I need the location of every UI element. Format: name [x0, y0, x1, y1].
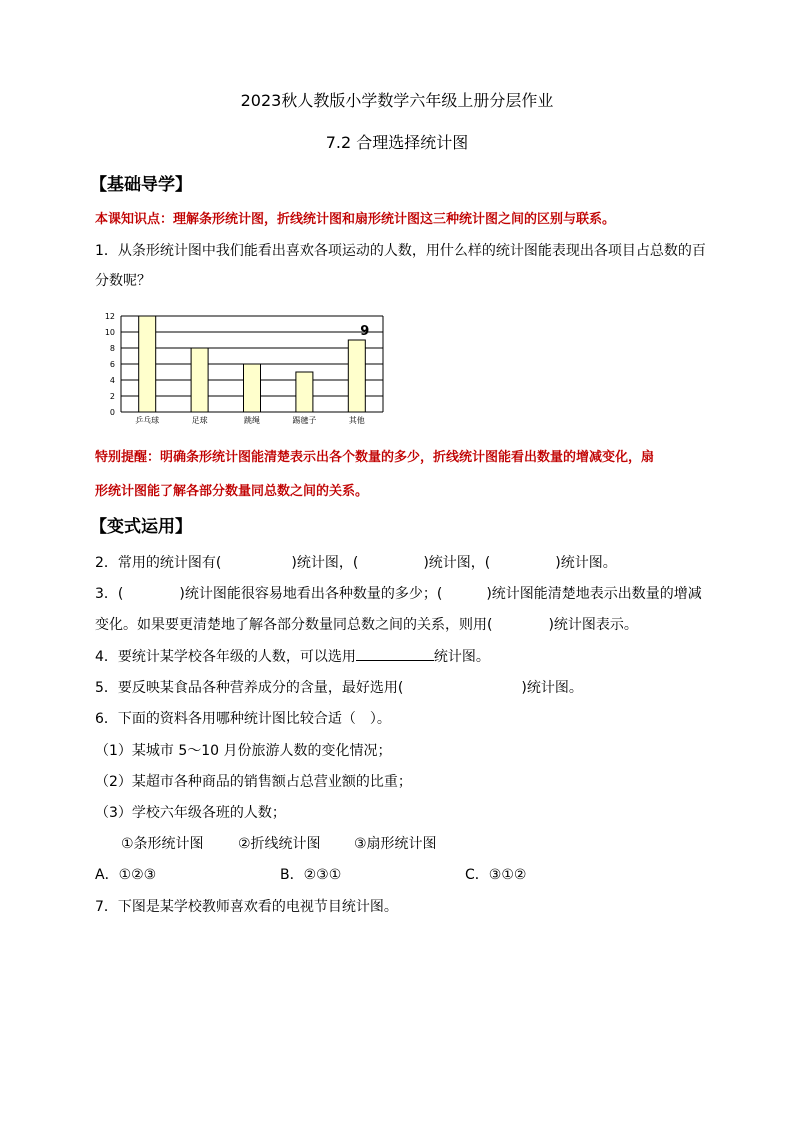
q4-text-b: 统计图。	[433, 649, 490, 665]
q4-text-a: 4．要统计某学校各年级的人数，可以选用	[95, 649, 356, 665]
q5-text-a: 5．要反映某食品各种营养成分的含量，最好选用(	[95, 680, 404, 696]
bar-chart	[95, 305, 400, 430]
q3-text-line2a: 变化。如果要更清楚地了解各部分数量同总数之间的关系，则用(	[95, 617, 493, 633]
y-tick-label: 8	[109, 344, 115, 353]
bar	[348, 340, 365, 412]
question-3-line2	[95, 614, 638, 634]
y-tick-label: 2	[109, 392, 115, 401]
y-tick-label: 10	[104, 328, 115, 337]
x-tick-label: 其他	[348, 416, 365, 425]
q4-blank[interactable]	[356, 646, 434, 661]
chart-annotation: 9	[360, 324, 370, 339]
q5-text-b: )统计图。	[521, 680, 583, 696]
q3-text-c: )统计图能清楚地表示出数量的增减	[486, 586, 702, 602]
choice-a[interactable]: A．①②③	[95, 867, 157, 883]
option-2: ②折线统计图	[238, 836, 321, 852]
q3-text-a: 3．(	[95, 586, 124, 602]
question-6-stem: 6．下面的资料各用哪种统计图比较合适（ ）。	[95, 711, 391, 727]
q2-text-c: )统计图，(	[423, 555, 491, 571]
question-6-item2: （2）某超市各种商品的销售额占总营业额的比重；	[95, 774, 412, 790]
option-3: ③扇形统计图	[354, 836, 437, 852]
bar	[191, 348, 208, 412]
knowledge-point: 本课知识点：理解条形统计图，折线统计图和扇形统计图这三种统计图之间的区别与联系。	[95, 212, 616, 227]
document-title: 2023秋人教版小学数学六年级上册分层作业	[240, 91, 554, 110]
bar	[244, 364, 261, 412]
q2-text-a: 2．常用的统计图有(	[95, 555, 222, 571]
x-tick-label: 乒乓球	[135, 416, 160, 425]
question-2	[95, 552, 617, 572]
choice-c[interactable]: C．③①②	[465, 867, 527, 883]
question-1-line1: 1．从条形统计图中我们能看出喜欢各项运动的人数，用什么样的统计图能表现出各项目占总数的百	[95, 243, 706, 259]
tip-line2: 形统计图能了解各部分数量同总数之间的关系。	[95, 484, 369, 499]
question-1-line2: 分数呢？	[95, 273, 151, 289]
y-tick-label: 12	[104, 312, 115, 321]
q2-text-b: )统计图，(	[291, 555, 359, 571]
bar	[296, 372, 313, 412]
y-tick-label: 0	[109, 408, 115, 417]
tip-line1: 特别提醒：明确条形统计图能清楚表示出各个数量的多少，折线统计图能看出数量的增减变化，扇	[95, 450, 655, 465]
choice-b[interactable]: B．②③①	[280, 867, 342, 883]
section-heading-basic: 【基础导学】	[90, 175, 192, 195]
y-tick-label: 6	[109, 360, 115, 369]
x-tick-label: 足球	[191, 416, 208, 425]
question-7: 7．下图是某学校教师喜欢看的电视节目统计图。	[95, 899, 398, 915]
question-3-line1	[95, 583, 702, 603]
q2-text-d: )统计图。	[555, 555, 617, 571]
option-1: ①条形统计图	[121, 836, 204, 852]
q3-text-line2b: )统计图表示。	[548, 617, 638, 633]
question-4	[95, 646, 490, 666]
question-6-item1: （1）某城市 5～10 月份旅游人数的变化情况；	[95, 743, 392, 759]
x-tick-label: 跳绳	[244, 416, 260, 425]
bar	[139, 316, 156, 412]
question-5	[95, 677, 583, 697]
section-heading-practice: 【变式运用】	[90, 517, 192, 537]
question-6-item3: （3）学校六年级各班的人数；	[95, 805, 286, 821]
document-subtitle: 7.2 合理选择统计图	[325, 133, 469, 152]
chart-y-ticks	[105, 312, 115, 417]
q3-text-b: )统计图能很容易地看出各种数量的多少；(	[179, 586, 443, 602]
x-tick-label: 踢毽子	[292, 416, 317, 425]
y-tick-label: 4	[109, 376, 115, 385]
chart-x-labels	[135, 415, 365, 425]
